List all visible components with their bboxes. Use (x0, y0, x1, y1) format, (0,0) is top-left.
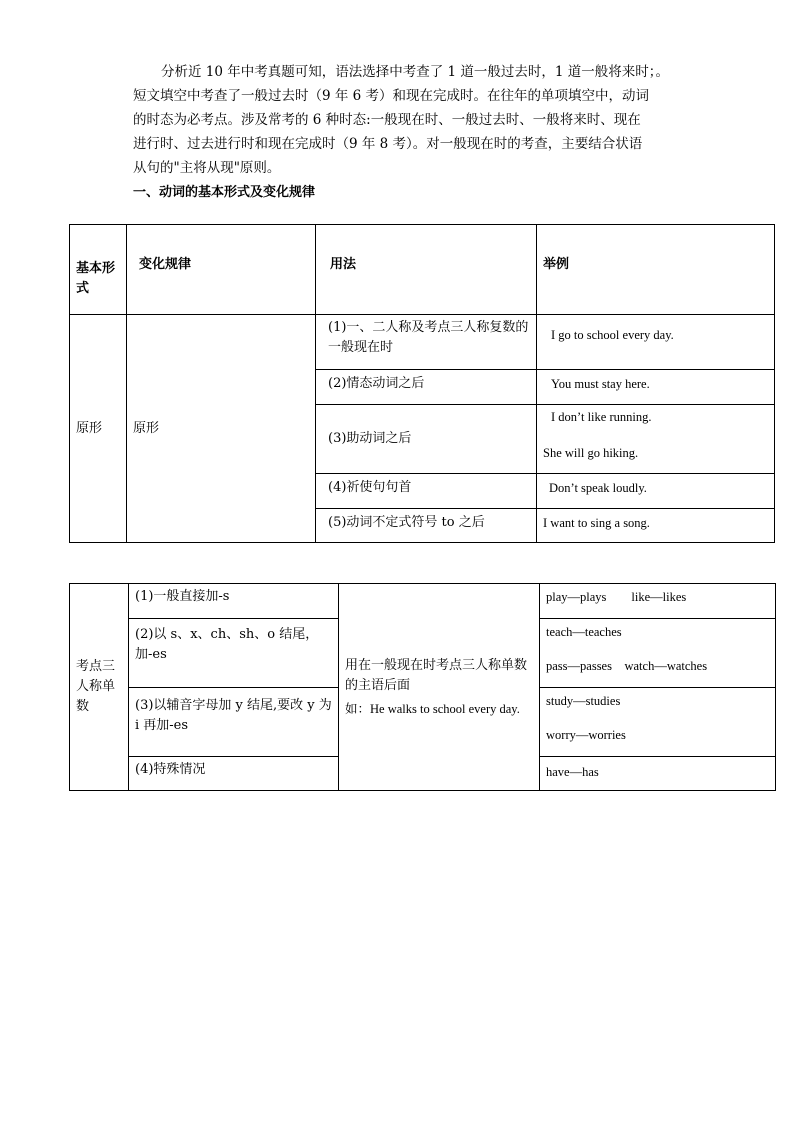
rule-cell (129, 619, 339, 688)
usage-text: (3)助动词之后 (328, 431, 412, 446)
example-cell (540, 619, 776, 688)
example-text: worry—worries (546, 728, 626, 742)
example-cell (540, 757, 776, 791)
rule-text: (1)一般直接加-s (135, 589, 230, 604)
intro-line: 的时态为必考点。涉及常考的 6 种时态:一般现在时、一般过去时、一般将来时、现在 (133, 112, 641, 128)
third-person-singular-table (69, 583, 776, 791)
header-cell (127, 225, 316, 315)
rule-text: (4)特殊情况 (135, 762, 206, 777)
rule-cell (129, 757, 339, 791)
example-text: You must stay here. (551, 377, 650, 391)
example-text: teach—teaches (546, 625, 622, 639)
example-text: study—studies (546, 694, 621, 708)
example-text: I want to sing a song. (543, 516, 650, 530)
usage-example-text: 如：He walks to school every day. (345, 701, 520, 716)
example-cell (540, 584, 776, 619)
intro-line: 从句的"主将从现"原则。 (133, 160, 281, 176)
example-text: have—has (546, 765, 599, 779)
usage-cell (316, 405, 537, 474)
usage-text: (5)动词不定式符号 to 之后 (328, 515, 485, 530)
intro-line: 进行时、过去进行时和现在完成时（9 年 8 考）。对一般现在时的考查，主要结合状语 (133, 136, 643, 152)
form-cell (70, 315, 127, 543)
usage-cell (316, 370, 537, 405)
rule-text: (2)以 s、x、ch、sh、o 结尾，加-es (135, 627, 319, 662)
example-cell (537, 370, 775, 405)
example-cell (537, 405, 775, 474)
header-usage: 用法 (330, 257, 357, 272)
rule-text: (3)以辅音字母加 y 结尾,要改 y 为 i 再加-es (135, 698, 332, 733)
example-cell (537, 474, 775, 509)
rule-cell (129, 584, 339, 619)
table-row (70, 584, 776, 619)
usage-text: 用在一般现在时考点三人称单数的主语后面 (345, 657, 528, 693)
example-text: I go to school every day. (551, 328, 674, 342)
example-text: pass—passes watch—watches (546, 659, 708, 673)
usage-text: (2)情态动词之后 (328, 376, 425, 391)
usage-cell (316, 315, 537, 370)
section-heading: 一、动词的基本形式及变化规律 (133, 185, 316, 200)
form-cell (70, 584, 129, 791)
usage-cell (316, 509, 537, 543)
example-text: I don’t like running. (551, 410, 652, 424)
usage-text: (1)一、二人称及考点三人称复数的一般现在时 (328, 320, 529, 355)
header-change-rule: 变化规律 (139, 257, 192, 272)
table-row (70, 315, 775, 370)
table-header-row (70, 225, 775, 315)
usage-cell (316, 474, 537, 509)
base-form-table (69, 224, 775, 543)
usage-cell (339, 584, 540, 791)
header-example: 举例 (543, 257, 570, 272)
example-cell (540, 688, 776, 757)
example-cell (537, 315, 775, 370)
example-text: She will go hiking. (543, 446, 639, 460)
rule-cell (127, 315, 316, 543)
form-text: 原形 (76, 420, 103, 436)
header-cell (316, 225, 537, 315)
header-basic-form: 基本形式 (76, 261, 116, 296)
rule-text: 原形 (133, 420, 160, 436)
rule-cell (129, 688, 339, 757)
usage-text: (4)祈使句句首 (328, 480, 412, 495)
intro-line: 短文填空中考查了一般过去时（9 年 6 考）和现在完成时。在往年的单项填空中，动词 (133, 88, 650, 104)
header-cell (70, 225, 127, 315)
intro-line: 分析近 10 年中考真题可知，语法选择中考查了 1 道一般过去时，1 道一般将来时；。 (161, 64, 670, 80)
example-text: Don’t speak loudly. (549, 481, 647, 495)
form-text: 考点三人称单数 (76, 659, 116, 714)
example-cell (537, 509, 775, 543)
header-cell (537, 225, 775, 315)
intro-paragraph (133, 60, 673, 180)
example-text: play—plays like—likes (546, 590, 687, 604)
